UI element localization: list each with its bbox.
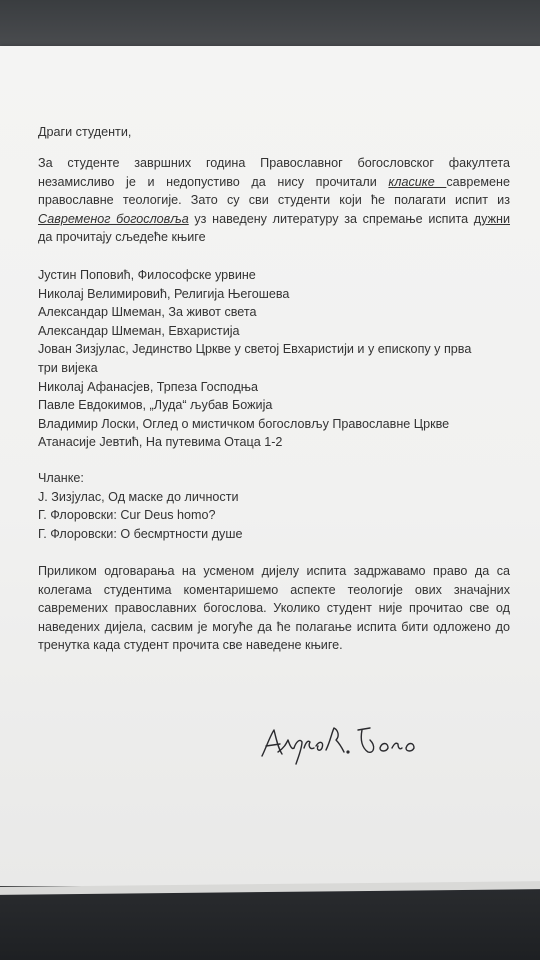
closing-paragraph: Приликом одговарања на усменом дијелу испита задржавамо право да са колегама студентима коментаришемо аспекте теологије ових значајних савремених православних богослова. Уколико студент није прочитао све од наведених дијела, сасвим је могуће да ће полагање испита бити одложено до тренутка када студент прочита све наведене књиге. bbox=[38, 564, 510, 653]
book-item: Јован Зизјулас, Јединство Цркве у светој Евхаристији и у епископу у прва bbox=[38, 342, 472, 357]
book-item-continuation: три вијека bbox=[38, 360, 98, 375]
letter-greeting: Драги студенти, bbox=[38, 125, 132, 139]
intro-text-1: За студенте завршних година Православног богословског факултета незамисливо је и недопустиво да нису прочитали bbox=[38, 156, 510, 189]
intro-emphasis-classics: класике bbox=[388, 174, 447, 189]
book-item: Николај Афанасјев, Трпеза Господња bbox=[38, 379, 259, 394]
article-item: Г. Флоровски: Cur Deus homo? bbox=[38, 508, 216, 523]
intro-emphasis-course: Савременог богословља bbox=[38, 211, 189, 226]
handwritten-signature bbox=[258, 718, 438, 766]
article-item: Г. Флоровски: О бесмртности душе bbox=[38, 526, 243, 541]
articles-heading: Чланке: bbox=[38, 471, 84, 485]
book-list bbox=[38, 266, 510, 452]
intro-text-3: уз наведену литературу за спремање испита bbox=[188, 211, 474, 226]
book-item: Александар Шмеман, За живот света bbox=[38, 305, 257, 320]
intro-text-2: савремене православне теологије. Зато су сви студенти који ће полагати испит из bbox=[38, 174, 510, 208]
photo-background-top bbox=[0, 0, 540, 48]
book-item: Атанасије Јевтић, На путевима Отаца 1-2 bbox=[38, 435, 283, 450]
intro-paragraph bbox=[38, 154, 510, 247]
article-item: Ј. Зизјулас, Од маске до личности bbox=[38, 489, 239, 504]
articles-list bbox=[38, 469, 510, 543]
book-item: Николај Велимировић, Религија Његошева bbox=[38, 286, 290, 301]
intro-text-4: да прочитају сљедеће књиге bbox=[38, 230, 206, 245]
book-item: Јустин Поповић, Философске урвине bbox=[38, 268, 256, 282]
intro-emphasis-obliged: дужни bbox=[473, 211, 510, 226]
book-item: Владимир Лоски, Оглед о мистичком богословљу Православне Цркве bbox=[38, 416, 450, 431]
book-item: Павле Евдокимов, „Луда“ љубав Божија bbox=[38, 398, 273, 413]
book-item: Александар Шмеман, Евхаристија bbox=[38, 323, 240, 338]
